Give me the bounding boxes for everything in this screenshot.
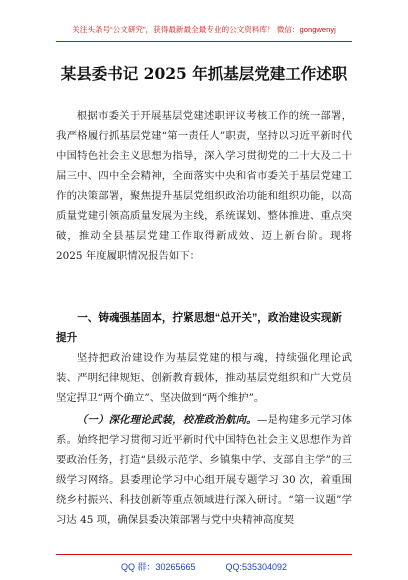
intro-paragraph: 根据市委关于开展基层党建述职评议考核工作的统一部署，我严格履行抓基层党建“第一责任人”职责，坚持以习近平新时代中国特色社会主义思想为指导，深入学习贯彻党的二十大及二十届三中、四中全会精神，全面落实中央和省市委关于基层党建工作的决策部署，聚焦提升基层党组织政治功能和组织功能，以高质量党建引领高质量发展为主线，系统谋划、整体推进、重点突破，推动全县基层党建工作取得新成效、迈上新台阶。现将 2025 年度履职情况报告如下： — [56, 110, 352, 262]
header-banner: 关注头条号“公文研究”，获得最新最全最专业的公文资料库！ 微信：gongwenyj — [72, 25, 336, 34]
footer-qq-number: QQ:535304092 — [225, 562, 288, 572]
footer-contact — [0, 560, 408, 573]
footer-qq-group: QQ 群：30265665 — [120, 562, 196, 572]
subsection-1-text: —是构建多元学习体系。始终把学习贯彻习近平新时代中国特色社会主义思想作为首要政治任务，打造“县级示范学、乡镇集中学、支部自主学”的三级学习网络。县委理论学习中心组开展专题学习 30 次，着重围绕乡村振兴、科技创新等重点领域进行深入研讨。“第一议题”学习达 45 项，确保县委决策部署与党中央精神高度契 — [56, 414, 353, 526]
section-heading-1: 一、铸魂强基固本，拧紧思想“总开关”，政治建设实现新提升 — [56, 312, 343, 344]
subsection-1-paragraph — [56, 410, 352, 540]
header-divider — [56, 41, 352, 42]
subsection-heading-1: （一）深化理论武装，校准政治航向。 — [76, 414, 257, 426]
document-title: 某县委书记 2025 年抓基层党建工作述职 — [60, 64, 348, 83]
section-1-paragraph: 坚持把政治建设作为基层党建的根与魂，持续强化理论武装、严明纪律规矩、创新教育载体，推动基层党组织和广大党员坚定捍卫“两个确立”、坚决做到“两个维护”。 — [56, 352, 352, 404]
footer-divider — [56, 554, 352, 555]
